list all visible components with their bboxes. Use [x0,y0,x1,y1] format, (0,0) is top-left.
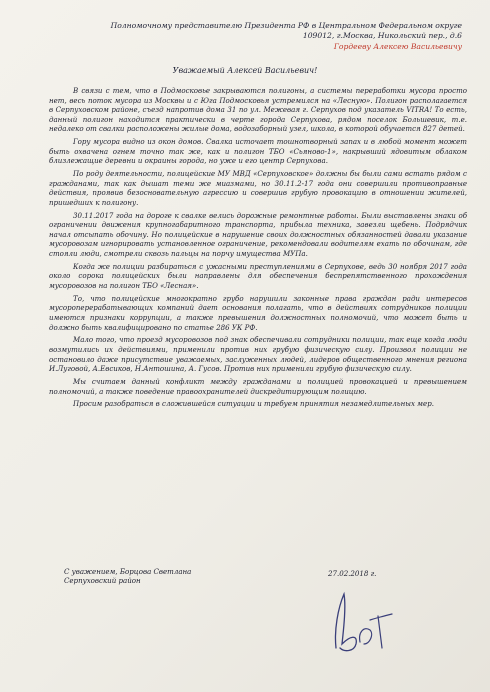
paragraph: По роду деятельности, полицейские МУ МВД «Серпуховское» должны бы были сами встать рядом с гражданами, так как дышат теми же миазмами, но 30.11.2-17 года они совершили противоправные действия, проявив безосновательную агрессию и совершив грубую провокацию в отношении жителей, пришедших к полигону. [49,169,467,207]
paragraph: Мы считаем данный конфликт между гражданами и полицией провокацией и превышением полномочий, а также поведение правоохранителей дискредитирующим полицию. [49,376,467,396]
sender-name: С уважением, Борцова Светлана [64,567,192,576]
greeting: Уважаемый Алексей Васильевич! [172,66,318,75]
sender-block [64,567,191,586]
paragraph: Просим разобраться в сложившейся ситуации и требуем принятия незамедлительных мер. [73,399,434,409]
paragraph: 30.11.2017 года на дороге к свалке велись дорожные ремонтные работы. Были выставлены знаки об ограничении движения крупногабаритного транспорта, прибыла техника, завезли щебень. Подрядчик начал отсыпать обочину. Но полицейские в нарушение своих должностных обязанностей давали указание мусоровозам игнорировать установленное ограничение, рекомендовали водителям ехать по обочинам, где стояли люди, смотрели сквозь пальцы на порчу имущества МУПа. [49,210,467,259]
recipient-title: Полномочному представителю Президента РФ в Центральном Федеральном округе [110,21,462,30]
paragraph: Гору мусора видно из окон домов. Свалка источает тошнотворный запах и в любой момент может быть охвачена огнем точно так же, как и полигон ТБО «Сьяново-1», накрывший ядовитым облаком близлежащие деревни и окраины города, но уже и его центр Серпухова. [49,137,467,166]
paragraph: То, что полицейские многократно грубо нарушили законные права граждан ради интересов мусороперерабатывающих компаний дает основания полагать, что в действиях сотрудников полиции имеются признаки коррупции, а также превышения должностных полномочий, что может быть и должно быть квалифицировано по статье 286 УК РФ. [49,293,467,332]
letter-date: 27.02.2018 г. [328,569,377,578]
letter-body [49,86,467,412]
paragraph: Мало того, что проезд мусоровозов под знак обеспечивали сотрудники полиции, так еще когда люди возмутились их действиями, применили против них грубую физическую силу. Произвол полиции не остановило даже присутствие уважаемых, заслуженных людей, лидеров общественного мнения региона И.Луговой, А.Евсиков, Н.Антошина, А. Гусов. Против них применили грубую физическую силу. [49,335,467,374]
sender-location: Серпуховский район [64,576,141,586]
paragraph: В связи с тем, что в Подмосковье закрываются полигоны, а системы переработки мусора просто нет, весь поток мусора из Москвы и с Юга Подмосковья устремился на «Лесную». Полигон располагается в Серпуховском районе, съезд напротив дома 31 по ул. Межевая г. Серпухов под указатель VITRA! То есть, данный полигон находится практически в черте города Серпухова, рядом поселок Большевик, т.е. недалеко от свалки расположены жилые дома, водозаборный узел, школа, в которой обучается 827 детей. [49,86,467,134]
recipient-address: 109012, г.Москва, Никольский пер., д.6 [302,31,462,40]
recipient-name: Гордееву Алексею Васильевичу [333,42,462,51]
handwritten-signature [322,586,394,662]
paragraph: Когда же полиции разбираться с ужасными преступлениями в Серпухове, ведь 30 ноября 2017 года около сорока полицейских были направлены для обеспечения беспрепятственного прохождения мусоровозов на полигон ТБО «Лесная». [49,261,467,291]
